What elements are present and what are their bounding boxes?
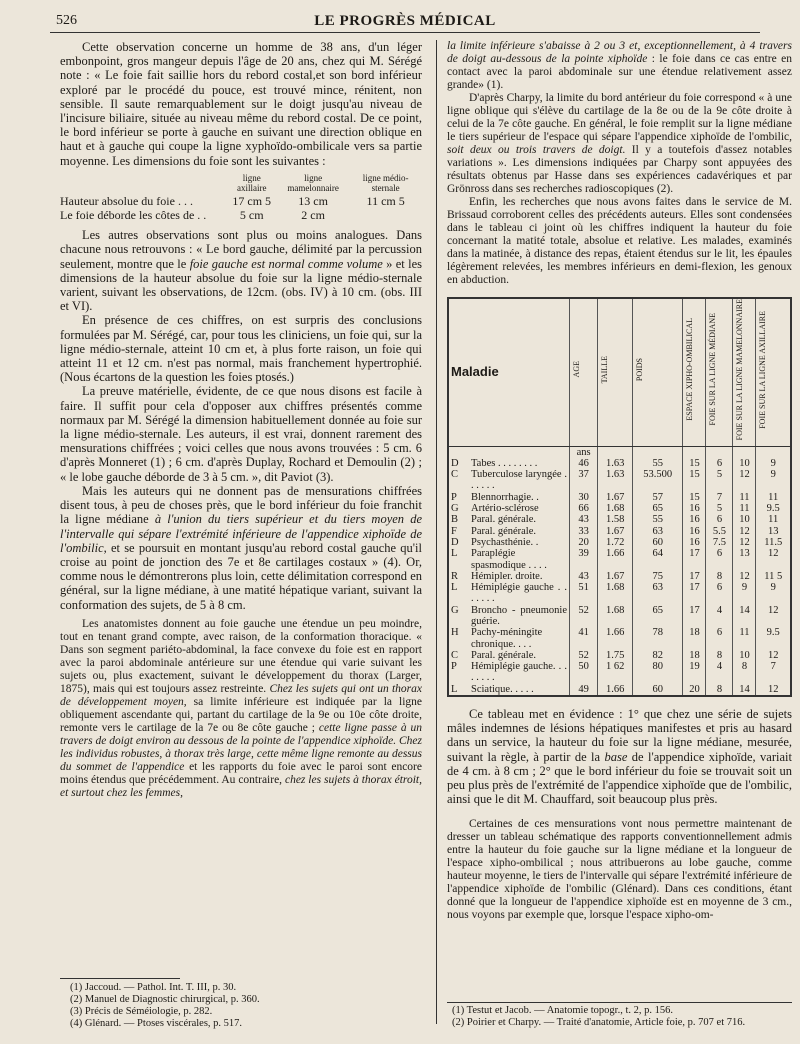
table-row — [448, 605, 791, 628]
axillary-line-cell: 12 — [756, 548, 791, 571]
nipple-line-cell: 10 — [733, 514, 756, 525]
paragraph — [60, 484, 422, 612]
nipple-line-cell: 14 — [733, 605, 756, 628]
age-cell: 50 — [570, 661, 598, 684]
disease-name: Broncho - pneumonie guérie. — [471, 604, 567, 627]
nipple-line-cell: 13 — [733, 548, 756, 571]
column-divider — [436, 40, 437, 1024]
table-row — [448, 458, 791, 469]
age-cell: 46 — [570, 458, 598, 469]
right-column — [447, 40, 792, 1036]
col-header: ligne médio-sternale — [362, 172, 409, 193]
axillary-line-cell: 9 — [756, 469, 791, 492]
xipho-space-cell: 20 — [683, 684, 706, 696]
age-cell: 52 — [570, 650, 598, 661]
weight-cell: 64 — [633, 548, 683, 571]
row-initial: H — [451, 627, 459, 639]
footnote: (1) Testut et Jacob. — Anatomie topogr., t. 2, p. 156. — [452, 1005, 674, 1016]
height-cell: 1.67 — [598, 571, 633, 582]
disease-name: Paral. générale. — [471, 649, 537, 661]
height-cell: 1.68 — [598, 605, 633, 628]
disease-name: Hémipler. droite. — [471, 570, 543, 582]
nipple-line-cell: 11 — [733, 627, 756, 650]
height-cell: 1.58 — [598, 514, 633, 525]
axillary-line-cell: 9 — [756, 458, 791, 469]
median-line-cell: 5 — [706, 469, 733, 492]
axillary-line-cell: 9.5 — [756, 627, 791, 650]
text: Ce tableau met en évidence : 1° que chez une série de sujets mâles indemnes de lésions hépatiques manifestes et pris au hasard dans un service, la hauteur du foie sur la ligne médiane, mesurée, suivant la règle, à partir de la — [447, 707, 792, 764]
italic-text: soit deux ou trois travers de doigt. — [447, 144, 626, 156]
height-cell: 1 62 — [598, 661, 633, 684]
row-initial: P — [451, 491, 457, 503]
axillary-line-cell: 11 5 — [756, 571, 791, 582]
col-header: FOIE SUR LA LIGNE MÉDIANE — [706, 298, 733, 446]
left-column — [60, 40, 422, 1036]
age-cell: 51 — [570, 582, 598, 605]
median-line-cell: 6 — [706, 627, 733, 650]
row-initial: C — [451, 649, 459, 661]
paragraph — [447, 40, 792, 92]
row-initial: L — [451, 548, 458, 560]
nipple-line-cell: 11 — [733, 492, 756, 503]
weight-cell: 65 — [633, 605, 683, 628]
paragraph — [60, 618, 422, 800]
xipho-space-cell: 15 — [683, 458, 706, 469]
disease-name: Blennorrhagie. . — [471, 491, 539, 503]
cell — [349, 208, 422, 222]
row-initial: L — [451, 582, 458, 594]
xipho-space-cell: 16 — [683, 537, 706, 548]
height-cell: 1.67 — [598, 492, 633, 503]
row-initial: G — [451, 604, 459, 616]
disease-name: Tuberculose laryngée . . . . . . — [471, 469, 567, 492]
xipho-space-cell: 17 — [683, 548, 706, 571]
row-initial: C — [451, 469, 459, 481]
table-row — [448, 514, 791, 525]
height-cell: 1.66 — [598, 627, 633, 650]
nipple-line-cell: 11 — [733, 503, 756, 514]
table-row — [448, 492, 791, 503]
height-cell: 1.66 — [598, 548, 633, 571]
row-label: Le foie déborde les côtes de . . — [60, 208, 207, 223]
row-initial: F — [451, 525, 457, 537]
table-row — [448, 537, 791, 548]
col-header: ligne mamelonnaire — [287, 172, 339, 193]
weight-cell: 78 — [633, 627, 683, 650]
weight-cell: 63 — [633, 526, 683, 537]
xipho-space-cell: 19 — [683, 661, 706, 684]
xipho-space-cell: 17 — [683, 582, 706, 605]
italic-text: à l'union du tiers supérieur et du tiers moyen de l'intervalle qui sépare l'extrémité inférieure de l'appendice xiphoïde de l'ombilic, — [60, 512, 423, 555]
nipple-line-cell: 12 — [733, 571, 756, 582]
table-row — [448, 627, 791, 650]
table-row — [60, 194, 422, 208]
weight-cell: 55 — [633, 514, 683, 525]
nipple-line-cell: 10 — [733, 650, 756, 661]
cell: 2 cm — [301, 208, 325, 223]
page-number: 526 — [56, 13, 77, 28]
footnote: (2) Manuel de Diagnostic chirurgical, p. 360. — [70, 994, 260, 1005]
paragraph: Cette observation concerne un homme de 38 ans, d'un léger embonpoint, gros mangeur depuis l'âge de 20 ans, chez qui M. Sérégé note : « Le foie fait saillie hors du rebord costal,et son bord inférieur exploré par le procédé du pouce, est trouvé mince, rénitent, non sensible. Il saute remarquablement sur le doigt jusqu'au niveau de l'incisure biliaire, située au niveau même du rebord costal. De ce point, le bord inférieur se porte à gauche en suivant une direction oblique en haut et à gauche qui coupe la ligne xyphoïdo-ombilicale vers sa partie moyenne. Les dimensions du foie sont les suivantes : — [60, 40, 422, 168]
median-line-cell: 6 — [706, 514, 733, 525]
row-label: Hauteur absolue du foie . . . — [60, 193, 193, 208]
italic-text: cette ligne passe à un travers de doigt environ au dessous de la pointe de l'appendice xiphoïde. Chez les individus robustes, à thorax très large, cette même ligne remonte au dessus du sommet de l'appendice — [60, 721, 422, 773]
median-line-cell: 7.5 — [706, 537, 733, 548]
cell: 17 cm 5 — [232, 193, 272, 208]
units-label: ans — [570, 446, 598, 458]
col-header: FOIE SUR LA LIGNE MAMELONNAIRE — [733, 298, 756, 446]
height-cell: 1.67 — [598, 526, 633, 537]
height-cell: 1.68 — [598, 582, 633, 605]
paragraph: En présence de ces chiffres, on est surpris des conclusions formulées par M. Sérégé, car, pour tous les cliniciens, un foie qui, sur la ligne médio-sternale, atteint 10 cm et, à plus forte raison, un foie qui atteint 11 et 12 cm. n'est pas normal, mais franchement hypertrophié. (Nous écartons de la question les foies ptosés.) — [60, 313, 422, 385]
weight-cell: 65 — [633, 503, 683, 514]
height-cell: 1.66 — [598, 684, 633, 696]
italic-text: la limite inférieure s'abaisse à 2 ou 3 et, exceptionnellement, à 4 travers de doigt au-dessous de la pointe xiphoïde — [447, 40, 792, 65]
table-row — [448, 469, 791, 492]
text: Il y a toutefois d'assez notables variations ». Les dimensions indiquées par Charpy sont appuyées des résultats obtenus par Hasse dans ses expériences cadavériques et par Grönross dans ses recherches radioscopiques (2). — [447, 144, 792, 195]
axillary-line-cell: 7 — [756, 661, 791, 684]
table-row — [448, 503, 791, 514]
median-line-cell: 6 — [706, 458, 733, 469]
table-row — [448, 684, 791, 696]
text: Les autres observations sont plus ou moins analogues. Dans chacune nous retrouvons : « Le bord gauche, délimité par la percussion seulement, montre que le — [60, 228, 422, 271]
age-cell: 52 — [570, 605, 598, 628]
col-header: ligne axillaire — [236, 172, 267, 193]
median-line-cell: 8 — [706, 650, 733, 661]
table-header-row — [448, 298, 791, 446]
height-cell: 1.68 — [598, 503, 633, 514]
height-cell: 1.63 — [598, 458, 633, 469]
xipho-space-cell: 15 — [683, 492, 706, 503]
footnote: (4) Glénard. — Ptoses viscérales, p. 517. — [70, 1018, 243, 1029]
row-initial: G — [451, 503, 459, 515]
footnote: (1) Jaccoud. — Pathol. Int. T. III, p. 30. — [70, 982, 237, 993]
disease-name: Paraplégie spasmodique . . . . — [471, 548, 547, 571]
height-cell: 1.72 — [598, 537, 633, 548]
text: et se poursuit en montant jusqu'au rebord costal gauche qu'il croise au point de jonction des 7e et 8e cartilages costaux » (4). Or, comme nous le démontrerons plus loin, cette délimitation correspond en général, sur la ligne médiane, à une matité hépatique variant, suivant la conformation des sujets, de 5 à 8 cm. — [60, 540, 422, 612]
xipho-space-cell: 18 — [683, 650, 706, 661]
footnote-rule — [60, 978, 180, 979]
xipho-space-cell: 16 — [683, 503, 706, 514]
nipple-line-cell: 8 — [733, 661, 756, 684]
age-cell: 41 — [570, 627, 598, 650]
median-line-cell: 6 — [706, 582, 733, 605]
weight-cell: 63 — [633, 582, 683, 605]
table-row — [60, 208, 422, 222]
weight-cell: 82 — [633, 650, 683, 661]
median-line-cell: 8 — [706, 571, 733, 582]
axillary-line-cell: 11 — [756, 492, 791, 503]
page-header — [50, 6, 760, 33]
text: de l'appendice xiphoïde, variait de 4 cm. à 8 cm ; 2° que le bord inférieur du foie se trouvait soit un peu plus près de l'extrémité de l'appendice xiphoïde que de l'ombilic, ainsi que le dit M. Chauffard, soit beaucoup plus près. — [447, 749, 792, 807]
weight-cell: 57 — [633, 492, 683, 503]
text: D'après Charpy, la limite du bord antérieur du foie correspond « à une ligne oblique qui s'élève du cartilage de la 8e ou de la 9e côte droite à celui de la 7e côte gauche. En général, le foie remplit sur la ligne médiane le tiers supérieur de l'espace qui sépare l'appendice xiphoïde de l'ombilic, — [447, 92, 792, 143]
age-cell: 33 — [570, 526, 598, 537]
axillary-line-cell: 11.5 — [756, 537, 791, 548]
median-line-cell: 4 — [706, 605, 733, 628]
weight-cell: 55 — [633, 458, 683, 469]
paragraph: Certaines de ces mensurations vont nous permettre maintenant de dresser un tableau schématique des rapports conventionnellement admis entre la hauteur du foie gauche sur la ligne médiane et la longueur de l'espace xipho-ombilical ; nous attribuerons au lobe gauche, comme hauteur moyenne, le tiers de l'intervalle qui sépare l'extrémité inférieure de l'appendice xiphoïde de l'ombilic (Glénard). Dans ces conditions, étant donné que la longueur de l'appendice xiphoïde est en moyenne de 3 cm., nous voyons par exemple que, lorsque l'espace xipho-om- — [447, 818, 792, 922]
axillary-line-cell: 12 — [756, 650, 791, 661]
cell: 5 cm — [239, 208, 264, 223]
disease-name: Paral. générale. — [471, 525, 537, 537]
disease-name: Hémiplégie gauche . . . . . . . — [471, 582, 567, 605]
left-footnotes — [70, 982, 422, 1030]
italic-text: base — [604, 749, 628, 764]
age-cell: 43 — [570, 571, 598, 582]
text: : le foie dans ce cas entre en contact avec la paroi abdominale sur une étendue relativement assez grande» (1). — [447, 53, 793, 91]
median-line-cell: 5 — [706, 503, 733, 514]
italic-text: chez les sujets à thorax étroit, et surtout chez les femmes, — [60, 773, 422, 799]
text: Mais les auteurs qui ne donnent pas de mensurations chiffrées disent tous, à peu de choses près, que le bord inférieur du foie franchit la ligne médiane — [60, 483, 422, 527]
xipho-space-cell: 17 — [683, 571, 706, 582]
median-line-cell: 6 — [706, 548, 733, 571]
age-cell: 30 — [570, 492, 598, 503]
axillary-line-cell: 11 — [756, 514, 791, 525]
median-line-cell: 5.5 — [706, 526, 733, 537]
table-row — [448, 650, 791, 661]
table-row — [448, 582, 791, 605]
table-row — [448, 571, 791, 582]
xipho-space-cell: 18 — [683, 627, 706, 650]
text: et les rapports du foie avec le paroi sont encore moins étendus que précédemment. Au contraire, — [60, 760, 422, 786]
xipho-space-cell: 15 — [683, 469, 706, 492]
footnote-rule — [447, 1002, 792, 1003]
disease-name: Psychasthénie. . — [471, 536, 539, 548]
row-initial: D — [451, 536, 459, 548]
disease-name: Pachy-méningite chronique. . . . — [471, 627, 543, 650]
text: sa limite inférieure est indiquée par la ligne obliquement ascendante qui, partant du cartilage de la 9e ou 10e côte droite, remonte vers le cartilage de la 7e ou 8e côte gauche ; — [60, 695, 423, 734]
xipho-space-cell: 17 — [683, 605, 706, 628]
height-cell: 1.75 — [598, 650, 633, 661]
col-header: ESPACE XIPHO-OMBILICAL — [683, 298, 706, 446]
paragraph — [447, 92, 792, 196]
nipple-line-cell: 12 — [733, 526, 756, 537]
row-initial: R — [451, 570, 459, 582]
weight-cell: 60 — [633, 537, 683, 548]
axillary-line-cell: 9.5 — [756, 503, 791, 514]
weight-cell: 75 — [633, 571, 683, 582]
journal-title: LE PROGRÈS MÉDICAL — [314, 13, 496, 29]
paragraph — [447, 707, 792, 806]
col-header: AGE — [570, 298, 598, 446]
cell: 11 cm 5 — [366, 193, 405, 208]
nipple-line-cell: 9 — [733, 582, 756, 605]
weight-cell: 53.500 — [633, 469, 683, 492]
weight-cell: 80 — [633, 661, 683, 684]
col-header: FOIE SUR LA LIGNE AXILLAIRE — [756, 298, 791, 446]
italic-text: Chez les sujets qui ont un thorax de développement moyen, — [60, 682, 422, 708]
row-initial: P — [451, 661, 457, 673]
footnote: (3) Précis de Séméiologie, p. 282. — [70, 1006, 213, 1017]
age-cell: 20 — [570, 537, 598, 548]
age-cell: 66 — [570, 503, 598, 514]
disease-name: Tabes . . . . . . . . — [471, 457, 538, 469]
table-row — [448, 526, 791, 537]
col-header: POIDS — [633, 298, 683, 446]
col-header: Maladie — [448, 298, 570, 446]
xipho-space-cell: 16 — [683, 526, 706, 537]
age-cell: 39 — [570, 548, 598, 571]
table-row — [448, 548, 791, 571]
text: » et les dimensions de la hauteur absolue du foie sur la ligne médio-sternale varient, suivant les observations, de 12cm. (obs. IV) à 10 cm. (obs. III et VI). — [60, 256, 422, 314]
nipple-line-cell: 12 — [733, 537, 756, 548]
xipho-space-cell: 16 — [683, 514, 706, 525]
italic-text: foie gauche est normal comme volume — [189, 256, 383, 271]
row-initial: B — [451, 514, 459, 526]
paragraph: La preuve matérielle, évidente, de ce que nous disons est facile à faire. Il suffit pour cela d'opposer aux chiffres présentés comme normaux par M. Sérégé la dimension habituellement donnée au foie sur la ligne médio-sternale. Les auteurs, il est vrai, donnent rarement des mensurations chiffrées ; voici celles que nous avons trouvées : 5 cm. 6 d'après Monneret (1) ; 6 cm. d'après Duplay, Rochard et Demoulin (2) ; « le lobe gauche déborde de 3 à 5 cm. », dit Paviot (3). — [60, 384, 422, 484]
disease-name: Hémiplégie gauche. . . . . . . . — [471, 661, 567, 684]
row-initial: L — [451, 683, 458, 695]
median-line-cell: 4 — [706, 661, 733, 684]
clinical-table — [447, 297, 792, 697]
nipple-line-cell: 12 — [733, 469, 756, 492]
right-footnotes — [452, 1005, 792, 1029]
age-cell: 43 — [570, 514, 598, 525]
table-row — [448, 661, 791, 684]
age-cell: 37 — [570, 469, 598, 492]
axillary-line-cell: 9 — [756, 582, 791, 605]
weight-cell: 60 — [633, 684, 683, 696]
height-cell: 1.63 — [598, 469, 633, 492]
disease-name: Sciatique. . . . . — [471, 683, 534, 695]
footnote: (2) Poirier et Charpy. — Traité d'anatomie, Article foie, p. 707 et 716. — [452, 1017, 746, 1028]
disease-name: Paral. générale. — [471, 514, 537, 526]
disease-name: Artério-sclérose — [471, 503, 539, 515]
nipple-line-cell: 14 — [733, 684, 756, 696]
row-initial: D — [451, 457, 459, 469]
paragraph — [60, 228, 422, 313]
units-row — [448, 446, 791, 458]
text: Les anatomistes donnent au foie gauche une étendue un peu moindre, tout en tenant grand compte, avec raison, de la conformation thoracique. « Dans son segment pariéto-abdominal, la face convexe du foie est en rapport avec la paroi abdominale antérieure sur une étendue qui varie suivant les sujets ou, plus exactement, suivant le développement du thorax (Larger, 1875), mais qui est toujours assez restreinte. — [60, 617, 422, 695]
median-line-cell: 7 — [706, 492, 733, 503]
measurement-table — [60, 172, 422, 222]
age-cell: 49 — [570, 684, 598, 696]
median-line-cell: 8 — [706, 684, 733, 696]
axillary-line-cell: 12 — [756, 684, 791, 696]
axillary-line-cell: 12 — [756, 605, 791, 628]
col-header: TAILLE — [598, 298, 633, 446]
cell: 13 cm — [298, 193, 328, 208]
axillary-line-cell: 13 — [756, 526, 791, 537]
nipple-line-cell: 10 — [733, 458, 756, 469]
paragraph: Enfin, les recherches que nous avons faites dans le service de M. Brissaud corroborent celles des précédents auteurs. Elles sont condensées dans le tableau ci joint où les chiffres indiquent la hauteur du foie concernant la matité totale, absolue et relative. Les malades, examinés dans la matinée, à distance des repas, étaient étendus sur le lit, les épaules légèrement relevées, les membres inférieurs en demi-flexion, les genoux en abduction. — [447, 196, 792, 286]
